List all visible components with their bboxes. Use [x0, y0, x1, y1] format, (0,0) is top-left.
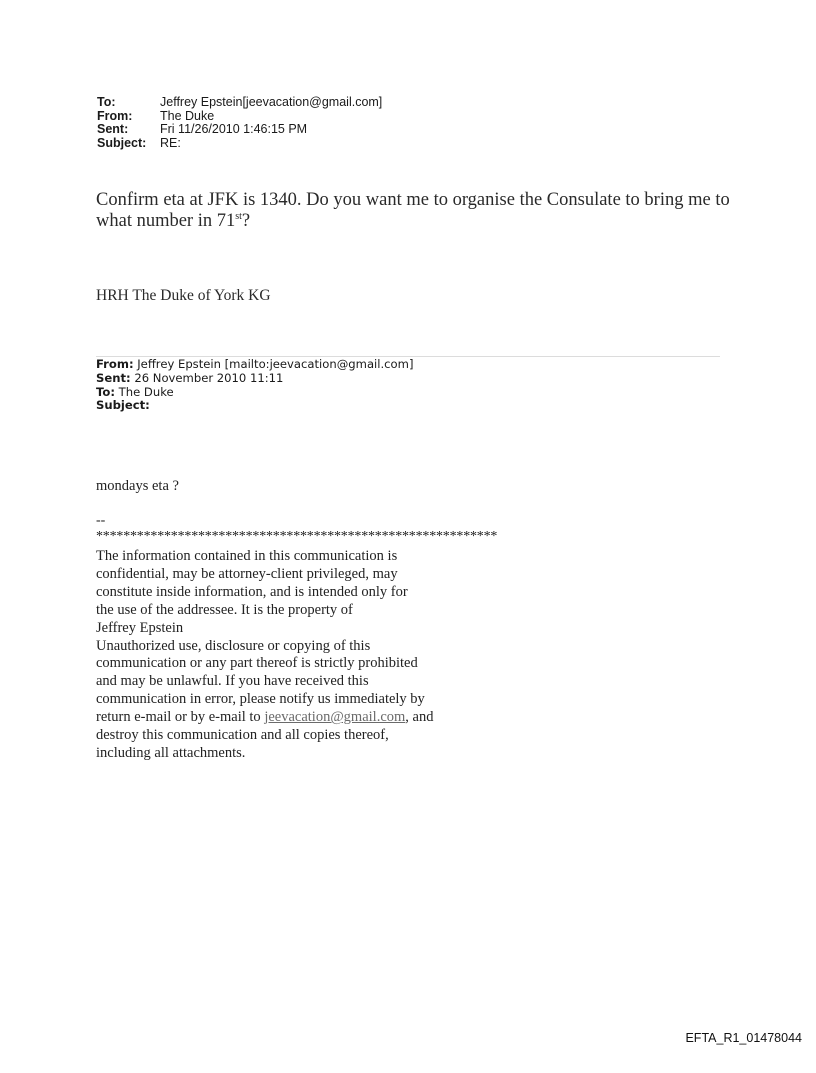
disclaimer-line: confidential, may be attorney-client privileged, may — [96, 565, 398, 582]
header-to-label: To: — [97, 95, 116, 109]
disclaimer-line: Unauthorized use, disclosure or copying of this — [96, 637, 371, 654]
quoted-to-value: The Duke — [118, 384, 174, 399]
disclaimer-line: and may be unlawful. If you have received this — [96, 673, 369, 690]
email-link[interactable]: jeevacation@gmail.com — [264, 709, 406, 726]
disclaimer-return-line — [96, 709, 433, 727]
quoted-subject-row — [96, 399, 413, 413]
header-to-row — [97, 96, 382, 110]
return-prefix: return e-mail or by e-mail to — [96, 709, 265, 726]
quoted-message: mondays eta ? — [96, 478, 179, 494]
disclaimer-line: constitute inside information, and is intended only for — [96, 583, 408, 600]
asterisk-separator: *********************************************************** — [96, 529, 498, 544]
header-sent-row — [97, 123, 382, 137]
header-from-value: The Duke — [160, 108, 215, 123]
disclaimer-line: the use of the addressee. It is the property of — [96, 601, 353, 618]
disclaimer-line: communication in error, please notify us immediately by — [96, 691, 425, 708]
header-subject-label: Subject: — [97, 135, 147, 150]
header-sent-value: Fri 11/26/2010 1:46:15 PM — [160, 122, 308, 137]
header-from-label: From: — [97, 108, 133, 123]
quoted-header — [96, 358, 413, 413]
disclaimer-line: communication or any part thereof is strictly prohibited — [96, 655, 418, 672]
confidentiality-disclaimer — [96, 548, 433, 763]
quoted-sent-value: 26 November 2010 11:11 — [134, 370, 284, 385]
document-id: EFTA_R1_01478044 — [685, 1031, 802, 1045]
email-header — [97, 96, 382, 150]
quoted-from-value: Jeffrey Epstein [mailto:jeevacation@gmail.com] — [137, 357, 414, 371]
message-text-part1: Confirm eta at JFK is 1340. Do you want me to organise the Consulate to bring me to what number in 71 — [96, 190, 730, 231]
header-subject-row — [97, 137, 382, 151]
header-to-value: Jeffrey Epstein[jeevacation@gmail.com] — [160, 95, 383, 109]
message-body — [96, 190, 736, 232]
return-suffix: , and — [405, 709, 434, 726]
quoted-from-label: From: — [96, 357, 134, 371]
signature-separator: -- — [96, 513, 106, 528]
header-sent-label: Sent: — [97, 122, 129, 137]
disclaimer-line: The information contained in this communication is — [96, 548, 398, 564]
message-text-part2: ? — [241, 211, 251, 231]
quoted-sent-row — [96, 372, 413, 386]
quoted-sent-label: Sent: — [96, 370, 131, 385]
quoted-subject-label: Subject: — [96, 398, 150, 413]
disclaimer-line: destroy this communication and all copies thereof, — [96, 727, 389, 744]
quoted-to-label: To: — [96, 384, 115, 399]
header-from-row — [97, 110, 382, 124]
disclaimer-line: Jeffrey Epstein — [96, 619, 184, 636]
disclaimer-line: including all attachments. — [96, 744, 246, 761]
header-subject-value: RE: — [160, 135, 181, 150]
quoted-from-row — [96, 358, 413, 372]
quoted-to-row — [96, 386, 413, 400]
message-superscript: st — [235, 211, 242, 222]
signature: HRH The Duke of York KG — [96, 287, 271, 304]
